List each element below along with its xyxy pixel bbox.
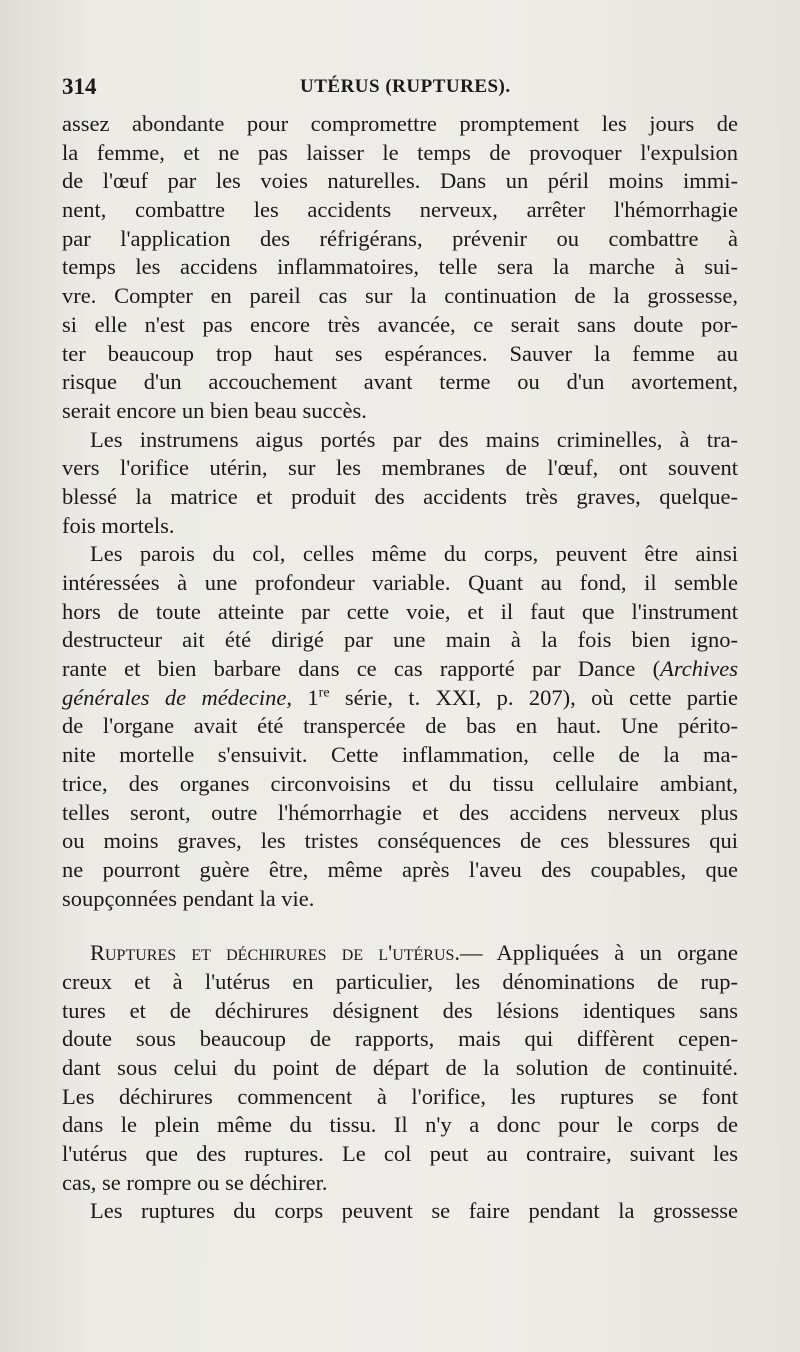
page-header [62, 74, 738, 104]
text-line: nite mortelle s'ensuivit. Cette inflammation, celle de la ma- [62, 742, 738, 768]
section-ruptures [62, 939, 738, 1197]
citation-title: Archives [660, 656, 738, 682]
citation-title: générales de médecine, [62, 684, 293, 710]
text-line: doute sous beaucoup de rapports, mais qui diffèrent cepen- [62, 1026, 738, 1052]
text-line: dant sous celui du point de départ de la solution de continuité. [62, 1055, 738, 1080]
body-text [62, 110, 738, 1226]
text-line: telles seront, outre l'hémorrhagie et des accidens nerveux plus [62, 799, 738, 825]
text-line: cas, se rompre ou se déchirer. [62, 1169, 328, 1195]
text-line: Les déchirures commencent à l'orifice, les ruptures se font [62, 1083, 738, 1109]
text-line: vre. Compter en pareil cas sur la continuation de la grossesse, [62, 283, 738, 309]
text-line: Les instrumens aigus portés par des mains criminelles, à tra- [90, 426, 738, 452]
text-line: fois mortels. [62, 512, 175, 538]
text-segment: rante et bien barbare dans ce cas rapporté par Dance ( [62, 656, 661, 682]
text-line: tures et de déchirures désignent des lésions identiques sans [62, 997, 738, 1023]
text-line: ne pourront guère être, même après l'aveu des coupables, que [62, 856, 738, 882]
text-line: assez abondante pour compromettre promptement les jours de [62, 111, 738, 136]
text-segment: — Appliquées à un organe [460, 940, 738, 966]
text-line-heading [62, 939, 738, 968]
paragraph-ruptures-corps [62, 1197, 738, 1226]
text-line: soupçonnées pendant la vie. [62, 885, 315, 911]
superscript: re [318, 685, 330, 701]
text-line: ou moins graves, les tristes conséquences de ces blessures qui [62, 828, 738, 854]
paragraph-parois [62, 540, 738, 913]
text-line: risque d'un accouchement avant terme ou d'un avortement, [62, 369, 738, 395]
section-heading: Ruptures et déchirures de l'utérus. [90, 940, 461, 966]
section-gap [62, 913, 738, 939]
text-segment: série, t. XXI, p. 207), où cette partie [329, 684, 739, 710]
text-line: hors de toute atteinte par cette voie, et il faut que l'instrument [62, 598, 738, 624]
running-title: UTÉRUS (RUPTURES). [300, 76, 511, 97]
text-line: vers l'orifice utérin, sur les membranes de l'œuf, ont souvent [62, 455, 738, 481]
text-line: si elle n'est pas encore très avancée, ce serait sans doute por- [62, 311, 738, 337]
text-line: temps les accidens inflammatoires, telle sera la marche à sui- [62, 254, 738, 280]
text-line: dans le plein même du tissu. Il n'y a donc pour le corps de [62, 1112, 738, 1138]
text-line: creux et à l'utérus en particulier, les dénominations de rup- [62, 968, 738, 994]
text-line: ter beaucoup trop haut ses espérances. Sauver la femme au [62, 340, 738, 366]
text-line: trice, des organes circonvoisins et du tissu cellulaire ambiant, [62, 770, 738, 796]
paragraph-instruments [62, 426, 738, 541]
text-line: l'utérus que des ruptures. Le col peut au contraire, suivant les [62, 1141, 738, 1167]
paragraph-continuation [62, 110, 738, 426]
text-line: de l'organe avait été transpercée de bas en haut. Une périto- [62, 713, 738, 739]
page-number: 314 [62, 74, 97, 99]
text-segment: 1 [307, 684, 319, 710]
text-line: blessé la matrice et produit des accidents très graves, quelque- [62, 483, 738, 509]
text-line: par l'application des réfrigérans, prévenir ou combattre à [62, 225, 738, 251]
text-line-dance [62, 655, 738, 684]
text-line: la femme, et ne pas laisser le temps de provoquer l'expulsion [62, 139, 738, 165]
text-line: nent, combattre les accidents nerveux, arrêter l'hémorrhagie [62, 197, 738, 223]
text-line: serait encore un bien beau succès. [62, 397, 367, 423]
text-line: destructeur ait été dirigé par une main à la fois bien igno- [62, 627, 738, 653]
text-line: de l'œuf par les voies naturelles. Dans un péril moins immi- [62, 168, 738, 194]
text-line: Les parois du col, celles même du corps, peuvent être ainsi [90, 541, 738, 567]
text-line: Les ruptures du corps peuvent se faire pendant la grossesse [90, 1198, 738, 1224]
text-line: intéressées à une profondeur variable. Quant au fond, il semble [62, 570, 738, 595]
text-line-citation [62, 684, 738, 713]
